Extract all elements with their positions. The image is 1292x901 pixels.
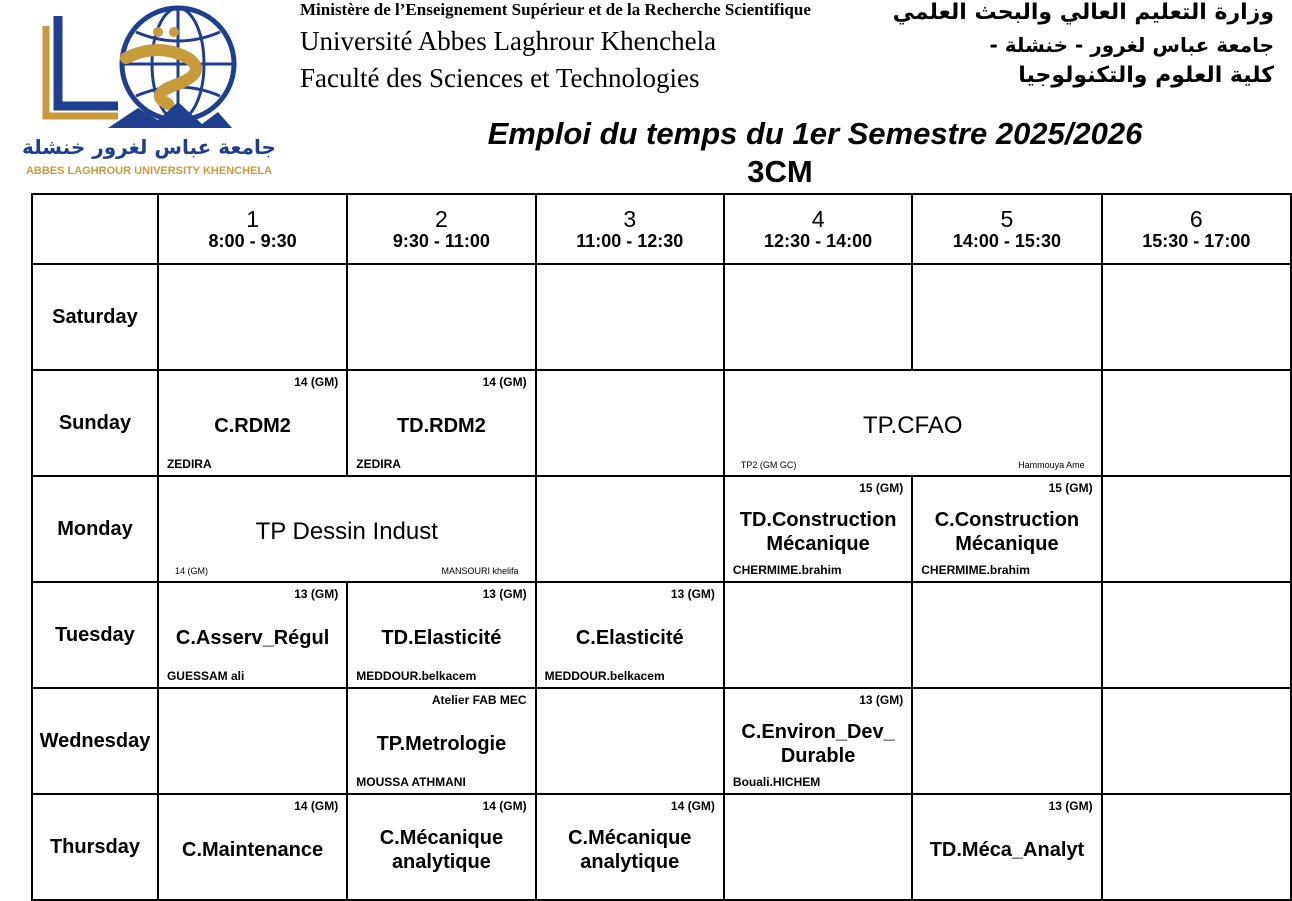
day-label: Sunday [32, 370, 158, 476]
slot-header-4: 4 12:30 - 14:00 [724, 194, 912, 264]
day-row-wednesday [32, 688, 1291, 794]
teacher-label: MANSOURI khelifa [441, 566, 519, 576]
university-ar: جامعة عباس لغرور - خنشلة - [989, 33, 1274, 57]
teacher-label: MEDDOUR.belkacem [544, 669, 665, 683]
timetable [31, 193, 1292, 901]
empty-cell [1102, 370, 1291, 476]
subject-label: TD.Méca_Analyt [929, 839, 1085, 861]
subject-label: TP.CFAO [862, 412, 963, 439]
empty-cell [347, 264, 535, 370]
session-cell [347, 794, 535, 900]
ministry-ar: وزارة التعليم العالي والبحث العلمي [892, 0, 1274, 25]
day-label: Saturday [32, 264, 158, 370]
day-row-saturday [32, 264, 1291, 370]
empty-cell [536, 688, 724, 794]
session-cell-merged [724, 370, 1102, 476]
subject-label: TP.Metrologie [376, 733, 507, 755]
session-cell [158, 370, 347, 476]
empty-cell [724, 582, 912, 688]
empty-cell [536, 264, 724, 370]
empty-cell [1102, 688, 1291, 794]
session-cell [912, 794, 1101, 900]
empty-cell [1102, 582, 1291, 688]
empty-cell [158, 688, 347, 794]
slot-header-1: 1 8:00 - 9:30 [158, 194, 347, 264]
session-cell [347, 582, 535, 688]
session-cell [347, 688, 535, 794]
empty-cell [536, 476, 724, 582]
faculty-fr: Faculté des Sciences et Technologies [300, 63, 700, 93]
subject-label: C.RDM2 [214, 415, 291, 437]
empty-cell [912, 688, 1101, 794]
day-label: Thursday [32, 794, 158, 900]
corner-cell [32, 194, 158, 264]
empty-cell [1102, 264, 1291, 370]
subject-label: C.Maintenance [182, 839, 324, 861]
teacher-label: Hammouya Ame [1018, 460, 1085, 470]
teacher-label: ZEDIRA [356, 457, 401, 471]
room-label: 13 (GM) [1048, 799, 1093, 813]
room-label: Atelier FAB MEC [431, 693, 527, 707]
slot-header-6: 6 15:30 - 17:00 [1102, 194, 1291, 264]
teacher-label: CHERMIME.brahim [732, 563, 842, 577]
day-label: Monday [32, 476, 158, 582]
teacher-label: ZEDIRA [166, 457, 212, 471]
logo-arabic-text: جامعة عباس لغرور خنشلة [22, 135, 276, 159]
subject-label: TD.Construction Mécanique [739, 509, 897, 555]
room-label: 14 (GM) [294, 375, 339, 389]
empty-cell [912, 582, 1101, 688]
room-label: 13 (GM) [859, 693, 904, 707]
faculty-ar: كلية العلوم والتكنولوجيا [1018, 63, 1274, 88]
subject-label: C.Mécanique analytique [379, 827, 504, 873]
room-label: 13 (GM) [670, 587, 715, 601]
empty-cell [536, 370, 724, 476]
empty-cell [1102, 794, 1291, 900]
subject-label: C.Construction Mécanique [934, 509, 1080, 555]
empty-cell [158, 264, 347, 370]
slot-header-5: 5 14:00 - 15:30 [912, 194, 1101, 264]
subject-label: TD.Elasticité [381, 627, 502, 649]
subject-label: C.Asserv_Régul [175, 627, 330, 649]
empty-cell [1102, 476, 1291, 582]
day-row-monday [32, 476, 1291, 582]
slot-header-2: 2 9:30 - 11:00 [347, 194, 535, 264]
room-label: 13 (GM) [482, 587, 527, 601]
room-label: 14 (GM) [174, 566, 208, 576]
subject-label: C.Environ_Dev_ Durable [741, 721, 895, 767]
session-cell [724, 476, 912, 582]
day-row-tuesday [32, 582, 1291, 688]
teacher-label: MOUSSA ATHMANI [356, 775, 466, 789]
empty-cell [724, 794, 912, 900]
subject-label: C.Elasticité [575, 627, 684, 649]
room-label: 14 (GM) [670, 799, 715, 813]
session-cell [724, 688, 912, 794]
session-cell-merged [158, 476, 536, 582]
teacher-label: GUESSAM ali [166, 669, 245, 683]
room-label: TP2 (GM GC) [740, 460, 797, 470]
empty-cell [724, 264, 912, 370]
class-name: 3CM [747, 154, 813, 189]
session-cell [158, 794, 347, 900]
university-logo [18, 2, 280, 180]
teacher-label: MEDDOUR.belkacem [356, 669, 477, 683]
day-row-thursday [32, 794, 1291, 900]
teacher-label: CHERMIME.brahim [921, 563, 1030, 577]
day-row-sunday [32, 370, 1291, 476]
room-label: 14 (GM) [294, 799, 339, 813]
university-fr: Université Abbes Laghrour Khenchela [300, 26, 717, 56]
subject-label: C.Mécanique analytique [568, 827, 692, 873]
empty-cell [912, 264, 1101, 370]
room-label: 14 (GM) [482, 799, 527, 813]
day-label: Wednesday [32, 688, 158, 794]
subject-label: TP Dessin Indust [255, 518, 438, 545]
teacher-label: Bouali.HICHEM [732, 775, 821, 789]
slot-header-3: 3 11:00 - 12:30 [536, 194, 724, 264]
session-cell [536, 582, 724, 688]
room-label: 13 (GM) [294, 587, 339, 601]
schedule-title: Emploi du temps du 1er Semestre 2025/2026 [487, 116, 1143, 151]
ministry-fr: Ministère de l’Enseignement Supérieur et de la Recherche Scientifique [300, 0, 811, 19]
session-cell [912, 476, 1101, 582]
room-label: 15 (GM) [859, 481, 904, 495]
session-cell [347, 370, 535, 476]
session-cell [536, 794, 724, 900]
day-label: Tuesday [32, 582, 158, 688]
logo-english-text: ABBES LAGHROUR UNIVERSITY KHENCHELA [25, 165, 273, 177]
header-row [32, 194, 1291, 264]
room-label: 14 (GM) [482, 375, 527, 389]
room-label: 15 (GM) [1048, 481, 1093, 495]
session-cell [158, 582, 347, 688]
subject-label: TD.RDM2 [396, 415, 486, 437]
